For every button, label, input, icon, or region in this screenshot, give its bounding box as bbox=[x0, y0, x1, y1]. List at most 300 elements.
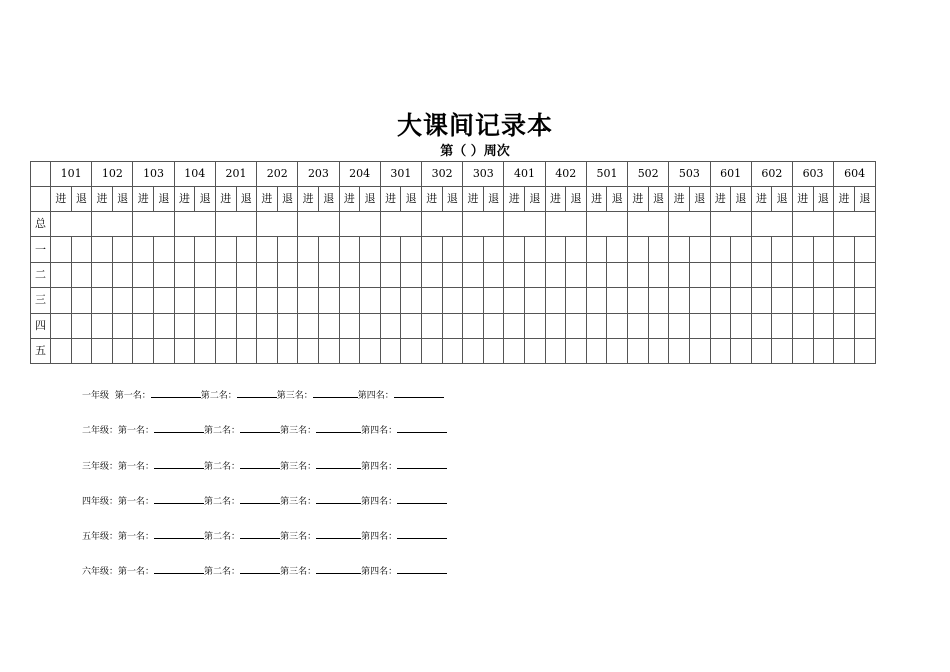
in-header: 进 bbox=[669, 187, 690, 212]
ranking-blank-field[interactable] bbox=[397, 529, 447, 539]
entry-cell[interactable] bbox=[133, 338, 154, 363]
ranking-blank-field[interactable] bbox=[154, 423, 204, 433]
entry-cell[interactable] bbox=[628, 313, 649, 338]
in-header: 进 bbox=[380, 187, 401, 212]
out-header: 退 bbox=[401, 187, 422, 212]
entry-cell[interactable] bbox=[51, 262, 72, 287]
entry-cell[interactable] bbox=[421, 313, 442, 338]
entry-cell[interactable] bbox=[710, 237, 731, 262]
entry-cell[interactable] bbox=[751, 262, 772, 287]
entry-cell[interactable] bbox=[421, 288, 442, 313]
entry-cell[interactable] bbox=[854, 313, 875, 338]
entry-cell[interactable] bbox=[504, 288, 525, 313]
entry-cell[interactable] bbox=[483, 288, 504, 313]
total-cell[interactable] bbox=[298, 212, 339, 237]
total-cell[interactable] bbox=[628, 212, 669, 237]
entry-cell[interactable] bbox=[792, 338, 813, 363]
entry-cell[interactable] bbox=[257, 313, 278, 338]
ranking-blank-field[interactable] bbox=[240, 459, 280, 469]
entry-cell[interactable] bbox=[792, 237, 813, 262]
entry-cell[interactable] bbox=[545, 262, 566, 287]
entry-cell[interactable] bbox=[710, 288, 731, 313]
total-cell[interactable] bbox=[463, 212, 504, 237]
entry-cell[interactable] bbox=[586, 237, 607, 262]
entry-cell[interactable] bbox=[463, 237, 484, 262]
in-header: 进 bbox=[504, 187, 525, 212]
entry-cell[interactable] bbox=[298, 338, 319, 363]
ranking-sep-label: ： bbox=[109, 567, 119, 578]
entry-cell[interactable] bbox=[483, 338, 504, 363]
entry-cell[interactable] bbox=[318, 262, 339, 287]
out-header: 退 bbox=[566, 187, 587, 212]
entry-cell[interactable] bbox=[51, 288, 72, 313]
entry-cell[interactable] bbox=[154, 313, 175, 338]
entry-cell[interactable] bbox=[566, 262, 587, 287]
entry-cell[interactable] bbox=[442, 262, 463, 287]
entry-cell[interactable] bbox=[174, 338, 195, 363]
in-header: 进 bbox=[421, 187, 442, 212]
entry-cell[interactable] bbox=[442, 288, 463, 313]
ranking-blank-field[interactable] bbox=[316, 564, 361, 574]
entry-cell[interactable] bbox=[689, 313, 710, 338]
total-cell[interactable] bbox=[339, 212, 380, 237]
entry-cell[interactable] bbox=[339, 288, 360, 313]
row-label: 一 bbox=[31, 237, 51, 262]
entry-cell[interactable] bbox=[586, 288, 607, 313]
entry-cell[interactable] bbox=[421, 338, 442, 363]
entry-cell[interactable] bbox=[71, 237, 92, 262]
entry-cell[interactable] bbox=[607, 338, 628, 363]
class-header-101: 101 bbox=[51, 162, 92, 187]
ranking-grade-label: 四年级 bbox=[82, 496, 110, 507]
class-header-303: 303 bbox=[463, 162, 504, 187]
ranking-blank-field[interactable] bbox=[240, 423, 280, 433]
total-cell[interactable] bbox=[380, 212, 421, 237]
entry-cell[interactable] bbox=[648, 313, 669, 338]
ranking-sep-label: ： bbox=[109, 496, 119, 507]
ranking-blank-field[interactable] bbox=[397, 423, 447, 433]
ranking-blank-field[interactable] bbox=[313, 388, 358, 398]
ranking-first-label: 第一名： bbox=[118, 567, 155, 578]
class-header-102: 102 bbox=[92, 162, 133, 187]
entry-cell[interactable] bbox=[689, 262, 710, 287]
total-cell[interactable] bbox=[751, 212, 792, 237]
entry-cell[interactable] bbox=[834, 313, 855, 338]
entry-cell[interactable] bbox=[318, 313, 339, 338]
entry-cell[interactable] bbox=[133, 237, 154, 262]
entry-cell[interactable] bbox=[195, 288, 216, 313]
entry-cell[interactable] bbox=[813, 338, 834, 363]
entry-cell[interactable] bbox=[174, 262, 195, 287]
entry-cell[interactable] bbox=[648, 262, 669, 287]
entry-cell[interactable] bbox=[854, 237, 875, 262]
entry-cell[interactable] bbox=[421, 237, 442, 262]
entry-cell[interactable] bbox=[483, 237, 504, 262]
ranking-line bbox=[82, 494, 447, 529]
entry-cell[interactable] bbox=[669, 313, 690, 338]
in-header: 进 bbox=[628, 187, 649, 212]
entry-cell[interactable] bbox=[669, 288, 690, 313]
total-cell[interactable] bbox=[92, 212, 133, 237]
entry-cell[interactable] bbox=[215, 237, 236, 262]
entry-cell[interactable] bbox=[442, 237, 463, 262]
ranking-blank-field[interactable] bbox=[316, 494, 361, 504]
entry-cell[interactable] bbox=[525, 262, 546, 287]
class-header-row bbox=[31, 162, 876, 187]
ranking-blank-field[interactable] bbox=[397, 459, 447, 469]
ranking-line bbox=[82, 564, 447, 599]
entry-cell[interactable] bbox=[339, 338, 360, 363]
entry-cell[interactable] bbox=[607, 313, 628, 338]
entry-cell[interactable] bbox=[772, 237, 793, 262]
entry-cell[interactable] bbox=[380, 288, 401, 313]
entry-cell[interactable] bbox=[277, 338, 298, 363]
entry-cell[interactable] bbox=[71, 288, 92, 313]
in-header: 进 bbox=[215, 187, 236, 212]
ranking-blank-field[interactable] bbox=[151, 388, 201, 398]
entry-cell[interactable] bbox=[339, 237, 360, 262]
ranking-grade-label: 五年级 bbox=[82, 532, 110, 543]
entry-cell[interactable] bbox=[545, 288, 566, 313]
entry-cell[interactable] bbox=[669, 338, 690, 363]
entry-cell[interactable] bbox=[401, 237, 422, 262]
entry-cell[interactable] bbox=[401, 338, 422, 363]
entry-cell[interactable] bbox=[731, 313, 752, 338]
entry-cell[interactable] bbox=[834, 237, 855, 262]
entry-cell[interactable] bbox=[813, 262, 834, 287]
entry-cell[interactable] bbox=[483, 262, 504, 287]
total-cell[interactable] bbox=[834, 212, 876, 237]
entry-cell[interactable] bbox=[628, 288, 649, 313]
entry-cell[interactable] bbox=[401, 313, 422, 338]
entry-cell[interactable] bbox=[504, 262, 525, 287]
entry-cell[interactable] bbox=[772, 262, 793, 287]
total-cell[interactable] bbox=[504, 212, 545, 237]
entry-cell[interactable] bbox=[504, 237, 525, 262]
entry-cell[interactable] bbox=[236, 288, 257, 313]
ranking-third-label: 第三名： bbox=[280, 532, 317, 543]
entry-cell[interactable] bbox=[628, 262, 649, 287]
table-row bbox=[31, 237, 876, 262]
total-cell[interactable] bbox=[174, 212, 215, 237]
ranking-sep-label: ： bbox=[109, 426, 119, 437]
ranking-line bbox=[82, 459, 447, 494]
entry-cell[interactable] bbox=[751, 237, 772, 262]
entry-cell[interactable] bbox=[215, 262, 236, 287]
entry-cell[interactable] bbox=[277, 288, 298, 313]
in-header: 进 bbox=[257, 187, 278, 212]
entry-cell[interactable] bbox=[504, 338, 525, 363]
ranking-line bbox=[82, 529, 447, 564]
entry-cell[interactable] bbox=[92, 237, 113, 262]
total-cell[interactable] bbox=[133, 212, 174, 237]
entry-cell[interactable] bbox=[112, 262, 133, 287]
ranking-blank-field[interactable] bbox=[237, 388, 277, 398]
in-header: 进 bbox=[834, 187, 855, 212]
entry-cell[interactable] bbox=[854, 338, 875, 363]
entry-cell[interactable] bbox=[854, 262, 875, 287]
rankings-section bbox=[82, 388, 447, 600]
ranking-grade-label: 六年级 bbox=[82, 567, 110, 578]
ranking-third-label: 第三名： bbox=[276, 391, 313, 401]
class-header-402: 402 bbox=[545, 162, 586, 187]
entry-cell[interactable] bbox=[380, 262, 401, 287]
table-row bbox=[31, 313, 876, 338]
entry-cell[interactable] bbox=[401, 262, 422, 287]
ranking-line bbox=[82, 423, 447, 458]
entry-cell[interactable] bbox=[51, 237, 72, 262]
ranking-blank-field[interactable] bbox=[316, 423, 361, 433]
in-header: 进 bbox=[339, 187, 360, 212]
ranking-second-label: 第二名： bbox=[204, 567, 241, 578]
ranking-blank-field[interactable] bbox=[397, 494, 447, 504]
entry-cell[interactable] bbox=[751, 288, 772, 313]
entry-cell[interactable] bbox=[772, 313, 793, 338]
entry-cell[interactable] bbox=[689, 288, 710, 313]
ranking-third-label: 第三名： bbox=[280, 461, 317, 472]
entry-cell[interactable] bbox=[607, 237, 628, 262]
entry-cell[interactable] bbox=[545, 338, 566, 363]
ranking-third-label: 第三名： bbox=[280, 567, 317, 578]
entry-cell[interactable] bbox=[133, 262, 154, 287]
entry-cell[interactable] bbox=[463, 262, 484, 287]
entry-cell[interactable] bbox=[545, 313, 566, 338]
entry-cell[interactable] bbox=[751, 338, 772, 363]
entry-cell[interactable] bbox=[71, 338, 92, 363]
entry-cell[interactable] bbox=[792, 262, 813, 287]
entry-cell[interactable] bbox=[236, 338, 257, 363]
entry-cell[interactable] bbox=[463, 338, 484, 363]
entry-cell[interactable] bbox=[360, 338, 381, 363]
corner-cell bbox=[31, 162, 51, 187]
entry-cell[interactable] bbox=[51, 338, 72, 363]
entry-cell[interactable] bbox=[154, 288, 175, 313]
entry-cell[interactable] bbox=[257, 237, 278, 262]
entry-cell[interactable] bbox=[236, 262, 257, 287]
entry-cell[interactable] bbox=[566, 313, 587, 338]
ranking-blank-field[interactable] bbox=[154, 564, 204, 574]
ranking-blank-field[interactable] bbox=[316, 459, 361, 469]
entry-cell[interactable] bbox=[813, 313, 834, 338]
entry-cell[interactable] bbox=[710, 338, 731, 363]
entry-cell[interactable] bbox=[648, 338, 669, 363]
entry-cell[interactable] bbox=[257, 288, 278, 313]
entry-cell[interactable] bbox=[792, 288, 813, 313]
entry-cell[interactable] bbox=[792, 313, 813, 338]
entry-cell[interactable] bbox=[834, 288, 855, 313]
class-header-201: 201 bbox=[215, 162, 256, 187]
entry-cell[interactable] bbox=[586, 262, 607, 287]
entry-cell[interactable] bbox=[442, 338, 463, 363]
entry-cell[interactable] bbox=[731, 262, 752, 287]
class-header-302: 302 bbox=[421, 162, 462, 187]
total-cell[interactable] bbox=[792, 212, 833, 237]
entry-cell[interactable] bbox=[360, 262, 381, 287]
entry-cell[interactable] bbox=[92, 262, 113, 287]
entry-cell[interactable] bbox=[195, 313, 216, 338]
entry-cell[interactable] bbox=[174, 288, 195, 313]
entry-cell[interactable] bbox=[566, 338, 587, 363]
class-header-301: 301 bbox=[380, 162, 421, 187]
entry-cell[interactable] bbox=[380, 338, 401, 363]
entry-cell[interactable] bbox=[318, 237, 339, 262]
class-header-602: 602 bbox=[751, 162, 792, 187]
entry-cell[interactable] bbox=[669, 237, 690, 262]
entry-cell[interactable] bbox=[586, 338, 607, 363]
entry-cell[interactable] bbox=[525, 338, 546, 363]
entry-cell[interactable] bbox=[154, 338, 175, 363]
out-header: 退 bbox=[360, 187, 381, 212]
entry-cell[interactable] bbox=[112, 288, 133, 313]
entry-cell[interactable] bbox=[566, 237, 587, 262]
entry-cell[interactable] bbox=[92, 338, 113, 363]
entry-cell[interactable] bbox=[380, 237, 401, 262]
in-header: 进 bbox=[586, 187, 607, 212]
entry-cell[interactable] bbox=[195, 262, 216, 287]
entry-cell[interactable] bbox=[772, 288, 793, 313]
entry-cell[interactable] bbox=[298, 288, 319, 313]
entry-cell[interactable] bbox=[154, 262, 175, 287]
entry-cell[interactable] bbox=[174, 237, 195, 262]
entry-cell[interactable] bbox=[298, 313, 319, 338]
entry-cell[interactable] bbox=[215, 288, 236, 313]
ranking-second-label: 第二名： bbox=[200, 391, 237, 401]
entry-cell[interactable] bbox=[298, 262, 319, 287]
entry-cell[interactable] bbox=[586, 313, 607, 338]
entry-cell[interactable] bbox=[421, 262, 442, 287]
entry-cell[interactable] bbox=[318, 338, 339, 363]
entry-cell[interactable] bbox=[566, 288, 587, 313]
entry-cell[interactable] bbox=[236, 237, 257, 262]
entry-cell[interactable] bbox=[689, 237, 710, 262]
entry-cell[interactable] bbox=[257, 338, 278, 363]
total-cell[interactable] bbox=[586, 212, 627, 237]
entry-cell[interactable] bbox=[525, 288, 546, 313]
total-cell[interactable] bbox=[51, 212, 92, 237]
entry-cell[interactable] bbox=[669, 262, 690, 287]
total-cell[interactable] bbox=[421, 212, 462, 237]
ranking-fourth-label: 第四名： bbox=[361, 496, 398, 507]
entry-cell[interactable] bbox=[215, 338, 236, 363]
ranking-second-label: 第二名： bbox=[204, 496, 241, 507]
entry-cell[interactable] bbox=[112, 237, 133, 262]
entry-cell[interactable] bbox=[483, 313, 504, 338]
entry-cell[interactable] bbox=[648, 288, 669, 313]
entry-cell[interactable] bbox=[731, 288, 752, 313]
entry-cell[interactable] bbox=[51, 313, 72, 338]
ranking-blank-field[interactable] bbox=[397, 564, 447, 574]
entry-cell[interactable] bbox=[463, 288, 484, 313]
entry-cell[interactable] bbox=[257, 262, 278, 287]
ranking-blank-field[interactable] bbox=[316, 529, 361, 539]
entry-cell[interactable] bbox=[215, 313, 236, 338]
entry-cell[interactable] bbox=[236, 313, 257, 338]
entry-cell[interactable] bbox=[154, 237, 175, 262]
total-cell[interactable] bbox=[257, 212, 298, 237]
entry-cell[interactable] bbox=[607, 288, 628, 313]
entry-cell[interactable] bbox=[710, 313, 731, 338]
ranking-blank-field[interactable] bbox=[240, 564, 280, 574]
entry-cell[interactable] bbox=[277, 262, 298, 287]
entry-cell[interactable] bbox=[772, 338, 793, 363]
entry-cell[interactable] bbox=[463, 313, 484, 338]
entry-cell[interactable] bbox=[710, 262, 731, 287]
entry-cell[interactable] bbox=[112, 313, 133, 338]
entry-cell[interactable] bbox=[133, 288, 154, 313]
ranking-blank-field[interactable] bbox=[154, 459, 204, 469]
entry-cell[interactable] bbox=[545, 237, 566, 262]
entry-cell[interactable] bbox=[813, 237, 834, 262]
entry-cell[interactable] bbox=[277, 313, 298, 338]
in-header: 进 bbox=[751, 187, 772, 212]
ranking-second-label: 第二名： bbox=[204, 532, 241, 543]
out-header: 退 bbox=[483, 187, 504, 212]
entry-cell[interactable] bbox=[525, 313, 546, 338]
ranking-blank-field[interactable] bbox=[154, 494, 204, 504]
ranking-fourth-label: 第四名： bbox=[361, 567, 398, 578]
entry-cell[interactable] bbox=[112, 338, 133, 363]
entry-cell[interactable] bbox=[380, 313, 401, 338]
entry-cell[interactable] bbox=[854, 288, 875, 313]
entry-cell[interactable] bbox=[607, 262, 628, 287]
entry-cell[interactable] bbox=[71, 262, 92, 287]
class-header-603: 603 bbox=[792, 162, 833, 187]
entry-cell[interactable] bbox=[628, 237, 649, 262]
entry-cell[interactable] bbox=[92, 313, 113, 338]
ranking-blank-field[interactable] bbox=[240, 494, 280, 504]
table-row bbox=[31, 338, 876, 363]
total-cell[interactable] bbox=[545, 212, 586, 237]
entry-cell[interactable] bbox=[813, 288, 834, 313]
entry-cell[interactable] bbox=[525, 237, 546, 262]
entry-cell[interactable] bbox=[195, 237, 216, 262]
in-out-header-row bbox=[31, 187, 876, 212]
ranking-blank-field[interactable] bbox=[394, 388, 444, 398]
entry-cell[interactable] bbox=[360, 288, 381, 313]
ranking-blank-field[interactable] bbox=[240, 529, 280, 539]
entry-cell[interactable] bbox=[360, 237, 381, 262]
entry-cell[interactable] bbox=[339, 313, 360, 338]
entry-cell[interactable] bbox=[504, 313, 525, 338]
entry-cell[interactable] bbox=[834, 338, 855, 363]
entry-cell[interactable] bbox=[174, 313, 195, 338]
entry-cell[interactable] bbox=[133, 313, 154, 338]
total-cell[interactable] bbox=[710, 212, 751, 237]
entry-cell[interactable] bbox=[751, 313, 772, 338]
entry-cell[interactable] bbox=[195, 338, 216, 363]
entry-cell[interactable] bbox=[318, 288, 339, 313]
total-cell[interactable] bbox=[215, 212, 256, 237]
entry-cell[interactable] bbox=[360, 313, 381, 338]
entry-cell[interactable] bbox=[401, 288, 422, 313]
entry-cell[interactable] bbox=[648, 237, 669, 262]
entry-cell[interactable] bbox=[628, 338, 649, 363]
entry-cell[interactable] bbox=[92, 288, 113, 313]
entry-cell[interactable] bbox=[689, 338, 710, 363]
entry-cell[interactable] bbox=[298, 237, 319, 262]
entry-cell[interactable] bbox=[277, 237, 298, 262]
total-cell[interactable] bbox=[669, 212, 710, 237]
entry-cell[interactable] bbox=[834, 262, 855, 287]
entry-cell[interactable] bbox=[71, 313, 92, 338]
entry-cell[interactable] bbox=[731, 338, 752, 363]
out-header: 退 bbox=[689, 187, 710, 212]
class-header-401: 401 bbox=[504, 162, 545, 187]
entry-cell[interactable] bbox=[731, 237, 752, 262]
entry-cell[interactable] bbox=[442, 313, 463, 338]
entry-cell[interactable] bbox=[339, 262, 360, 287]
ranking-blank-field[interactable] bbox=[154, 529, 204, 539]
